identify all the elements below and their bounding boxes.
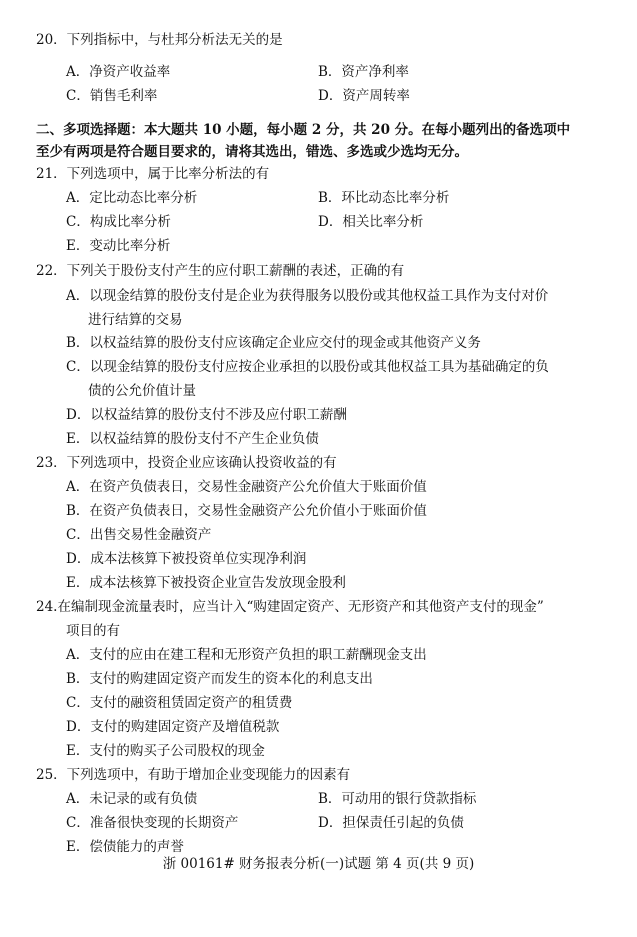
question-21-stem: 21．下列选项中，属于比率分析法的有: [36, 166, 270, 182]
question-24-stem-line1: 24.在编制现金流量表时，应当计入“购建固定资产、无形资产和其他资产支付的现金”: [36, 599, 544, 615]
question-23-stem: 23．下列选项中，投资企业应该确认投资收益的有: [36, 455, 337, 471]
question-22-option-a-line1: A．以现金结算的股份支付是企业为获得服务以股份或其他权益工具作为支付对价: [66, 288, 549, 304]
section-2-heading-line2: 至少有两项是符合题目要求的，请将其选出，错选、多选或少选均无分。: [36, 144, 468, 160]
question-22-option-e: E．以权益结算的股份支付不产生企业负债: [66, 431, 319, 447]
question-25-option-a: A．未记录的或有负债: [66, 791, 198, 807]
question-24-stem-line2: 项目的有: [66, 623, 120, 639]
question-22-option-c-line2: 债的公允价值计量: [88, 383, 196, 399]
question-20-option-d: D．资产周转率: [318, 88, 410, 104]
question-23-option-d: D．成本法核算下被投资单位实现净利润: [66, 551, 307, 567]
question-24-option-a: A．支付的应由在建工程和无形资产负担的职工薪酬现金支出: [66, 647, 427, 663]
question-25-option-d: D．担保责任引起的负债: [318, 815, 464, 831]
question-21-option-a: A．定比动态比率分析: [66, 190, 198, 206]
question-21-option-c: C．构成比率分析: [66, 214, 171, 230]
question-24-option-c: C．支付的融资租赁固定资产的租赁费: [66, 695, 293, 711]
page-footer: 浙 00161# 财务报表分析(一)试题 第 4 页(共 9 页): [162, 856, 475, 872]
question-23-option-b: B．在资产负债表日，交易性金融资产公允价值小于账面价值: [66, 503, 427, 519]
question-25-option-c: C．准备很快变现的长期资产: [66, 815, 239, 831]
question-23-option-e: E．成本法核算下被投资企业宣告发放现金股利: [66, 575, 346, 591]
question-22-option-a-line2: 进行结算的交易: [88, 312, 183, 328]
question-20-option-b: B．资产净利率: [318, 64, 409, 80]
question-20-stem: 20．下列指标中，与杜邦分析法无关的是: [36, 32, 283, 48]
question-24-option-b: B．支付的购建固定资产而发生的资本化的利息支出: [66, 671, 373, 687]
question-24-option-d: D．支付的购建固定资产及增值税款: [66, 719, 280, 735]
section-2-heading-line1: 二、多项选择题：本大题共 10 小题，每小题 2 分，共 20 分。在每小题列出的备选项中: [36, 122, 571, 138]
question-25-stem: 25．下列选项中，有助于增加企业变现能力的因素有: [36, 767, 351, 783]
question-23-option-c: C．出售交易性金融资产: [66, 527, 212, 543]
question-24-option-e: E．支付的购买子公司股权的现金: [66, 743, 265, 759]
question-23-option-a: A．在资产负债表日，交易性金融资产公允价值大于账面价值: [66, 479, 427, 495]
question-22-option-c-line1: C．以现金结算的股份支付应按企业承担的以股份或其他权益工具为基础确定的负: [66, 359, 549, 375]
question-25-option-b: B．可动用的银行贷款指标: [318, 791, 477, 807]
question-20-option-a: A．净资产收益率: [66, 64, 171, 80]
question-22-option-d: D．以权益结算的股份支付不涉及应付职工薪酬: [66, 407, 347, 423]
question-21-option-e: E．变动比率分析: [66, 238, 171, 254]
question-21-option-b: B．环比动态比率分析: [318, 190, 450, 206]
question-22-stem: 22．下列关于股份支付产生的应付职工薪酬的表述，正确的有: [36, 263, 405, 279]
question-22-option-b: B．以权益结算的股份支付应该确定企业应交付的现金或其他资产义务: [66, 335, 481, 351]
question-25-option-e: E．偿债能力的声誉: [66, 839, 184, 855]
question-21-option-d: D．相关比率分析: [318, 214, 424, 230]
question-20-option-c: C．销售毛利率: [66, 88, 158, 104]
